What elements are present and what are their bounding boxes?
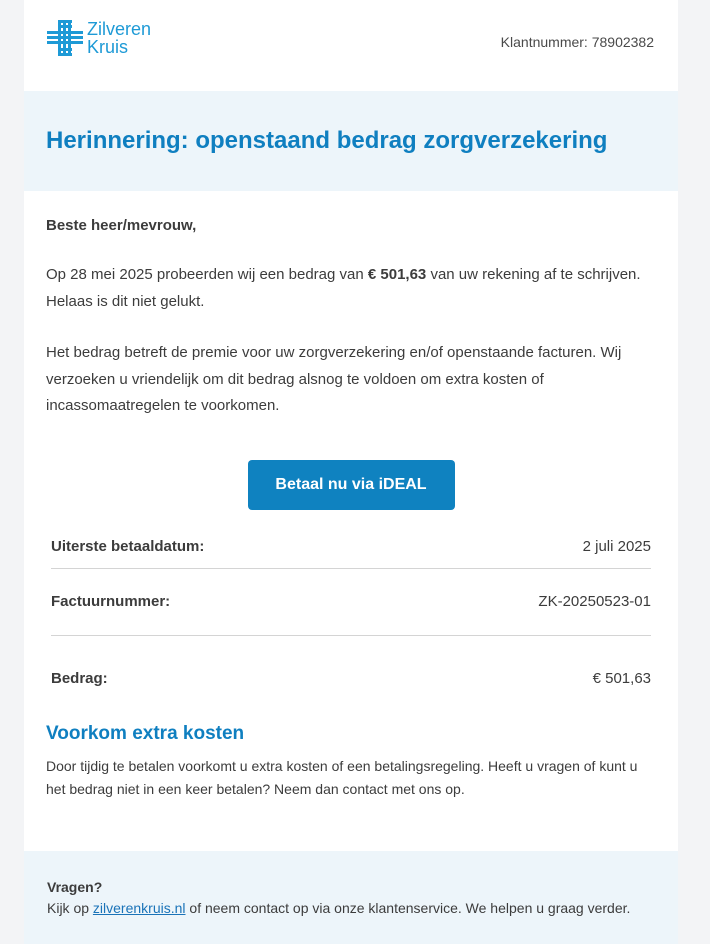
detail-value: 2 juli 2025 <box>582 538 651 555</box>
footer-text-before: Kijk op <box>47 900 93 916</box>
cross-logo-icon <box>47 20 83 56</box>
email-body <box>24 216 678 801</box>
detail-value: ZK-20250523-01 <box>538 593 651 610</box>
page-title: Herinnering: openstaand bedrag zorgverzekering <box>46 127 608 154</box>
website-link[interactable]: zilverenkruis.nl <box>92 900 186 916</box>
footer-text-after: of neem contact op via onze klantenservice. We helpen u graag verder. <box>185 900 631 916</box>
detail-value: € 501,63 <box>592 670 651 687</box>
payment-details <box>51 532 651 722</box>
section-text: Door tijdig te betalen voorkomt u extra kosten of een betalingsregeling. Heeft u vragen of kunt u het bedrag niet in een keer betalen? Neem dan contact met ons op. <box>46 757 638 797</box>
paragraph-request: Het bedrag betreft de premie voor uw zorgverzekering en/of openstaande facturen. Wij verzoeken u vriendelijk om dit bedrag alsnog te voldoen om extra kosten of incassomaatregelen te voorkomen. <box>46 344 622 414</box>
brand-line1: Zilveren <box>87 19 152 39</box>
detail-row-invoice-number <box>51 569 651 636</box>
detail-row-due-date <box>51 532 651 569</box>
brand-logo[interactable] <box>47 20 151 56</box>
brand-line2: Kruis <box>87 37 129 57</box>
detail-label: Uiterste betaaldatum: <box>51 538 205 555</box>
title-banner <box>24 91 678 191</box>
greeting: Beste heer/mevrouw, <box>46 217 197 234</box>
section-heading: Voorkom extra kosten <box>46 722 245 744</box>
email-header <box>24 0 678 91</box>
client-number: Klantnummer: 78902382 <box>500 34 654 50</box>
pay-ideal-button[interactable]: Betaal nu via iDEAL <box>248 460 455 510</box>
paragraph-failed-debit <box>46 262 656 315</box>
footer-content <box>24 851 678 919</box>
p1-amount: € 501,63 <box>367 266 427 283</box>
detail-label: Factuurnummer: <box>51 593 171 610</box>
email-card <box>24 0 678 944</box>
p1-after: van uw rekening af te schrijven. Helaas is dit niet gelukt. <box>46 266 641 310</box>
detail-row-amount <box>51 636 651 722</box>
footer-text <box>47 898 655 919</box>
footer-question: Vragen? <box>47 879 103 895</box>
p1-before: Op 28 mei 2025 probeerden wij een bedrag van <box>46 266 368 283</box>
detail-label: Bedrag: <box>51 670 108 687</box>
cta-wrapper <box>46 460 656 510</box>
footer-help <box>24 851 678 944</box>
brand-name <box>87 20 151 56</box>
